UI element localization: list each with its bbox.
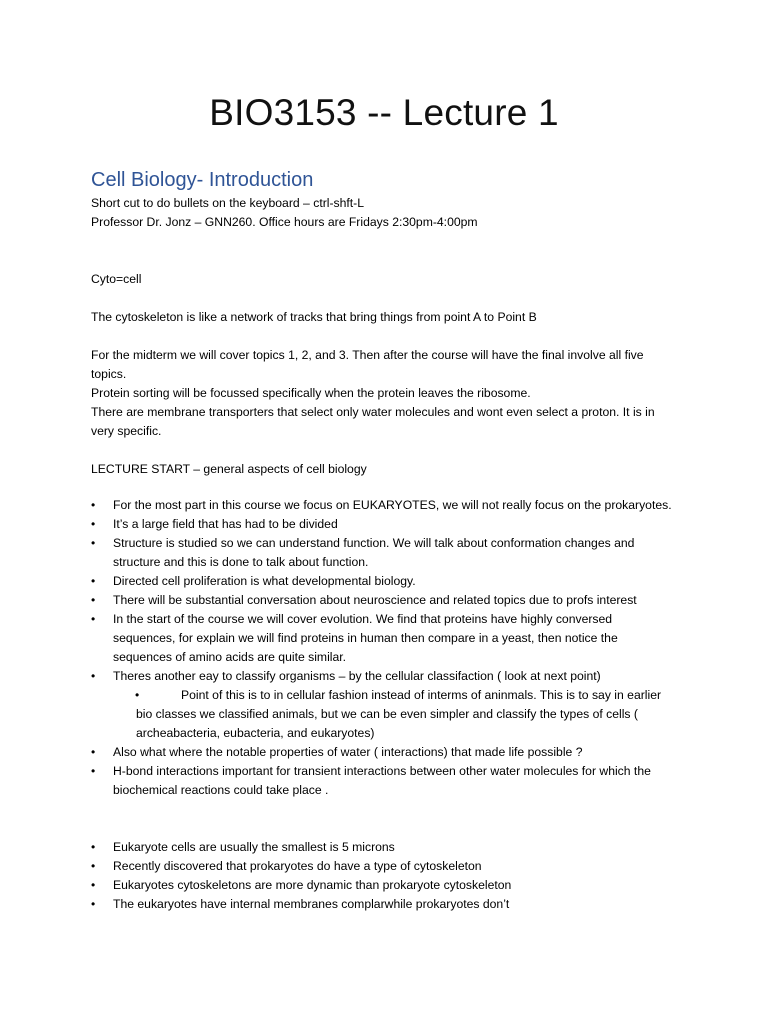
- bullet-icon: •: [91, 878, 96, 892]
- section-heading: Cell Biology- Introduction: [91, 169, 314, 191]
- lecture-start-line: LECTURE START – general aspects of cell biology: [91, 462, 367, 476]
- cytoskeleton-line: The cytoskeleton is like a network of tracks that bring things from point A to Point B: [91, 310, 537, 324]
- intro-line-professor: Professor Dr. Jonz – GNN260. Office hours are Fridays 2:30pm-4:00pm: [91, 215, 478, 229]
- list-item: • For the most part in this course we focus on EUKARYOTES, we will not really focus on the prokaryotes.: [91, 496, 676, 515]
- membrane-transporters-paragraph: There are membrane transporters that select only water molecules and wont even select a proton. It is in very specific.: [91, 405, 655, 438]
- bullet-icon: •: [91, 669, 96, 683]
- list-item: • Also what where the notable properties of water ( interactions) that made life possible ?: [91, 743, 676, 762]
- cyto-line: Cyto=cell: [91, 272, 142, 286]
- bullet-icon: •: [91, 574, 96, 588]
- list-item: • Directed cell proliferation is what developmental biology.: [91, 572, 676, 591]
- list-item: • There will be substantial conversation about neuroscience and related topics due to profs interest: [91, 591, 676, 610]
- list-item: • Theres another eay to classify organisms – by the cellular classifaction ( look at next point): [91, 667, 676, 686]
- midterm-paragraph: For the midterm we will cover topics 1, 2, and 3. Then after the course will have the final involve all five topics.: [91, 348, 644, 381]
- intro-line-shortcut: Short cut to do bullets on the keyboard – ctrl-shft-L: [91, 196, 365, 210]
- list-item: • In the start of the course we will cover evolution. We find that proteins have highly conversed sequences, for explain we will find proteins in human then compare in a yeast, then notice the sequences of amino acids are quite similar.: [91, 612, 618, 664]
- bullet-icon: •: [91, 517, 96, 531]
- list-item: • Eukaryotes cytoskeletons are more dynamic than prokaryote cytoskeleton: [91, 876, 676, 895]
- bullet-icon: •: [91, 745, 96, 759]
- list-item: • Structure is studied so we can understand function. We will talk about conformation changes and structure and this is done to talk about function.: [91, 536, 635, 569]
- list-item: • Eukaryote cells are usually the smallest is 5 microns: [91, 838, 676, 857]
- sub-list-item: • Point of this is to in cellular fashion instead of interms of aninmals. This is to say in earlier bio classes we classified animals, but we can be even simpler and classify the types of cells ( archeabacteria, eubacteria, and eukaryotes): [135, 688, 662, 740]
- bullet-icon: •: [91, 764, 96, 778]
- bullet-icon: •: [91, 536, 96, 550]
- bullet-icon: •: [91, 498, 96, 512]
- bullet-icon: •: [91, 897, 96, 911]
- bullet-icon: •: [91, 840, 96, 854]
- bullet-icon: •: [135, 688, 140, 702]
- bullet-icon: •: [91, 593, 96, 607]
- list-item: • It’s a large field that has had to be divided: [91, 515, 676, 534]
- list-item: • The eukaryotes have internal membranes complarwhile prokaryotes don’t: [91, 895, 676, 914]
- protein-sorting-paragraph: Protein sorting will be focussed specifically when the protein leaves the ribosome.: [91, 386, 531, 400]
- list-item: • H-bond interactions important for transient interactions between other water molecules for which the biochemical reactions could take place .: [91, 764, 651, 797]
- bullet-list-cells: [91, 838, 676, 914]
- document-title: BIO3153 -- Lecture 1: [209, 92, 559, 133]
- bullet-icon: •: [91, 612, 96, 626]
- list-item: • Recently discovered that prokaryotes do have a type of cytoskeleton: [91, 857, 676, 876]
- bullet-list-main: [91, 496, 676, 800]
- bullet-icon: •: [91, 859, 96, 873]
